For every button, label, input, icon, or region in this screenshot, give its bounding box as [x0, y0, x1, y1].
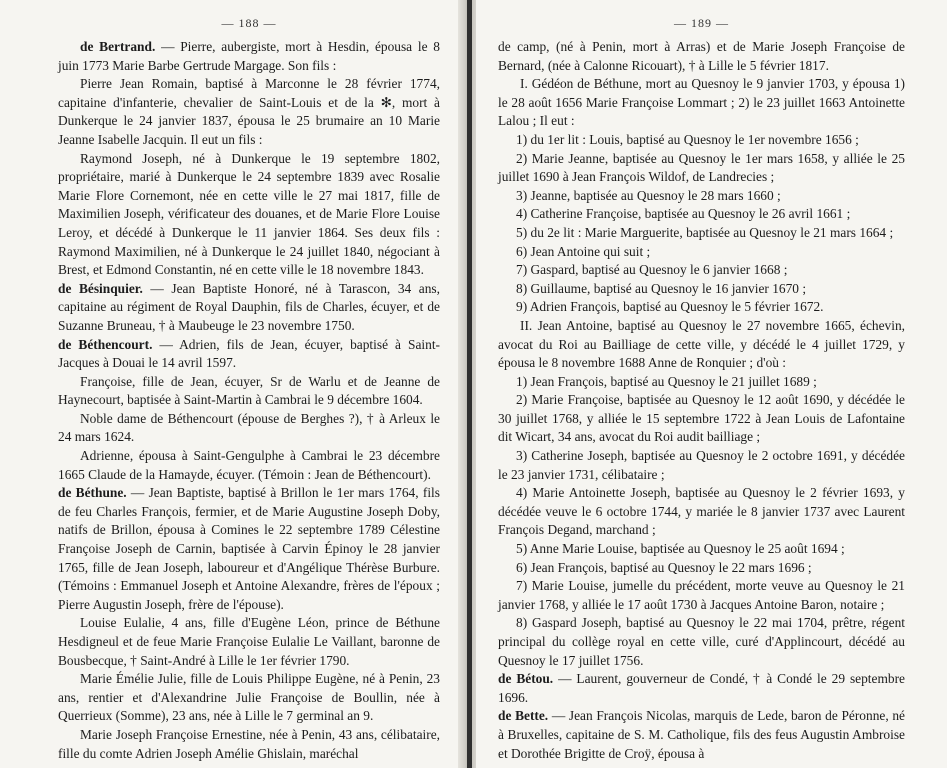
- paragraph-text: — Jean Baptiste, baptisé à Brillon le 1er mars 1764, fils de feu Charles François, fermier, et de Marie Augustine Joseph Doby, natifs de Brillon, épousa à Comines le 22 septembre 1789 Célestine Françoise Joseph de Carnin, baptisée à Carvin Épinoy le 28 janvier 1765, fille de Jean Joseph, laboureur et d'Angélique Thérèse Burbure. (Témoins : Emmanuel Joseph et Antoine Alexandre, frères de l'époux ; Pierre Augustin Joseph, frère de l'épouse).: [58, 485, 440, 612]
- entry-name: de Bertrand.: [80, 39, 156, 54]
- paragraph-text: — Laurent, gouverneur de Condé, † à Condé le 29 septembre 1696.: [498, 671, 905, 705]
- paragraph: [58, 336, 440, 373]
- paragraph-text: 1) du 1er lit : Louis, baptisé au Quesnoy le 1er novembre 1656 ;: [516, 131, 859, 147]
- paragraph-text: 8) Guillaume, baptisé au Quesnoy le 16 janvier 1670 ;: [516, 280, 807, 296]
- paragraph-text: 3) Jeanne, baptisée au Quesnoy le 28 mars 1660 ;: [516, 187, 781, 203]
- paragraph-text: Françoise, fille de Jean, écuyer, Sr de Warlu et de Jeanne de Haynecourt, baptisée à Saint-Martin à Cambrai le 9 décembre 1604.: [58, 373, 440, 408]
- right-page: [458, 0, 947, 768]
- paragraph-text: 4) Catherine Françoise, baptisée au Quesnoy le 26 avril 1661 ;: [516, 206, 851, 222]
- paragraph: [58, 150, 440, 280]
- list-item: [498, 187, 905, 206]
- paragraph-text: — Pierre, aubergiste, mort à Hesdin, épousa le 8 juin 1773 Marie Barbe Gertrude Margage. Son fils :: [58, 39, 440, 73]
- paragraph-text: 5) du 2e lit : Marie Marguerite, baptisée au Quesnoy le 21 mars 1664 ;: [516, 224, 894, 240]
- right-page-text: [498, 38, 905, 763]
- paragraph-text: 7) Marie Louise, jumelle du précédent, morte veuve au Quesnoy le 21 janvier 1768, y alliée le 17 août 1730 à Jacques Antoine Baron, notaire ;: [498, 578, 905, 612]
- paragraph: [58, 614, 440, 670]
- paragraph: [58, 410, 440, 447]
- paragraph: [58, 38, 440, 75]
- list-item: [498, 559, 905, 578]
- paragraph-text: Pierre Jean Romain, baptisé à Marconne le 28 février 1774, capitaine d'infanterie, chevalier de Saint-Louis et de la ✻, mort à Dunkerque le 24 janvier 1837, épousa le 25 brumaire an 10 Marie Jeanne Isabelle Jacquin. Il eut un fils :: [58, 76, 440, 147]
- left-page-text: [58, 38, 440, 763]
- entry-name: de Bétou.: [498, 671, 554, 687]
- paragraph-text: II. Jean Antoine, baptisé au Quesnoy le 27 novembre 1665, échevin, avocat du Roi au Bailliage de cette ville, y décédé le 4 juillet 1729, y épousa le 8 novembre 1688 Anne de Ronquier ; d'où :: [498, 317, 905, 371]
- entry-name: de Béthencourt.: [58, 336, 153, 352]
- list-item: [498, 391, 905, 447]
- paragraph-text: Louise Eulalie, 4 ans, fille d'Eugène Léon, prince de Béthune Hesdigneul et de feue Marie Françoise Eulalie Le Vaillant, baronne de Bousbecque, † Saint-André à Lille le 1er février 1790.: [58, 615, 440, 668]
- paragraph-text: 2) Marie Françoise, baptisée au Quesnoy le 12 août 1690, y décédée le 30 juillet 1768, y alliée le 15 septembre 1722 à Jean Louis de Lafontaine dit Wicart, 34 ans, avocat du Roi audit bailliage ;: [498, 392, 905, 445]
- list-item: [498, 577, 905, 614]
- left-page: [0, 0, 458, 768]
- list-item: [498, 447, 905, 484]
- list-item: [498, 280, 905, 299]
- list-item: [498, 484, 905, 540]
- list-item: [498, 243, 905, 262]
- paragraph-text: — Adrien, fils de Jean, écuyer, baptisé à Saint-Jacques à Douai le 14 avril 1597.: [58, 336, 440, 371]
- list-item: [498, 373, 905, 392]
- paragraph-text: — Jean Baptiste Honoré, né à Tarascon, 34 ans, capitaine au régiment de Royal Dauphin, fils de Charles, écuyer, et de Suzanne Bruneau, † à Maubeuge le 23 novembre 1750.: [58, 280, 440, 333]
- paragraph: [498, 317, 905, 373]
- paragraph: [58, 280, 440, 336]
- paragraph-text: 6) Jean Antoine qui suit ;: [516, 243, 651, 259]
- paragraph-text: 1) Jean François, baptisé au Quesnoy le 21 juillet 1689 ;: [516, 373, 817, 389]
- list-item: [498, 224, 905, 243]
- gutter-shadow: [467, 0, 472, 768]
- paragraph: [498, 75, 905, 131]
- page-number: — 188 —: [221, 16, 277, 30]
- paragraph: [58, 75, 440, 149]
- paragraph-text: Marie Joseph Françoise Ernestine, née à Penin, 43 ans, célibataire, fille du comte Adrien Joseph Amélie Ghislain, maréchal: [58, 726, 440, 761]
- entry-name: de Bette.: [498, 708, 549, 724]
- list-item: [498, 614, 905, 670]
- paragraph-text: Noble dame de Béthencourt (épouse de Berghes ?), † à Arleux le 24 mars 1624.: [58, 410, 440, 445]
- list-item: [498, 261, 905, 280]
- paragraph-text: Raymond Joseph, né à Dunkerque le 19 septembre 1802, propriétaire, marié à Dunkerque le 24 septembre 1839 avec Rosalie Marie Flore Cornemont, née en cette ville le 27 mai 1817, fille de Maximilien Joseph, vérificateur des douanes, et de Marie Flore Louise Leroy, et décédé à Dunkerque le 11 janvier 1864. Ses deux fils : Raymond Maximilien, né à Dunkerque le 24 juillet 1840, négociant à Brest, et Edmond Constantin, né en cette ville le 18 novembre 1843.: [58, 150, 440, 278]
- paragraph-text: 7) Gaspard, baptisé au Quesnoy le 6 janvier 1668 ;: [516, 262, 788, 278]
- paragraph: [58, 484, 440, 614]
- paragraph-text: 5) Anne Marie Louise, baptisée au Quesnoy le 25 août 1694 ;: [516, 541, 845, 557]
- paragraph-text: 3) Catherine Joseph, baptisée au Quesnoy le 2 octobre 1691, y décédée le 23 janvier 1731, célibataire ;: [498, 448, 905, 482]
- paragraph: [58, 670, 440, 726]
- paragraph-text: Marie Émélie Julie, fille de Louis Philippe Eugène, né à Penin, 23 ans, rentier et d'Alexandrine Julie Françoise de Boullin, née à Querrieux (Somme), 23 ans, née à Lille le 7 germinal an 9.: [58, 671, 440, 724]
- paragraph: [498, 670, 905, 707]
- paragraph: [498, 38, 905, 75]
- paragraph: [498, 707, 905, 763]
- list-item: [498, 205, 905, 224]
- paragraph-text: 4) Marie Antoinette Joseph, baptisée au Quesnoy le 2 février 1693, y décédée veuve le 6 octobre 1744, y mariée le 8 janvier 1737 avec Laurent François Degand, marchand ;: [498, 485, 905, 538]
- paragraph-text: 9) Adrien François, baptisé au Quesnoy le 5 février 1672.: [516, 299, 824, 315]
- paragraph-text: 6) Jean François, baptisé au Quesnoy le 22 mars 1696 ;: [516, 559, 812, 575]
- list-item: [498, 540, 905, 559]
- paragraph-text: Adrienne, épousa à Saint-Gengulphe à Cambrai le 23 décembre 1665 Claude de la Hamayde, écuyer. (Témoin : Jean de Béthencourt).: [58, 448, 440, 482]
- paragraph: [58, 447, 440, 484]
- paragraph-text: 2) Marie Jeanne, baptisée au Quesnoy le 1er mars 1658, y alliée le 25 juillet 1690 à Jean François Wildof, de Landrecies ;: [498, 150, 905, 185]
- page-number: — 189 —: [674, 16, 729, 30]
- paragraph-text: 8) Gaspard Joseph, baptisé au Quesnoy le 22 mai 1704, prêtre, régent principal du collège royal en cette ville, curé d'Applincourt, décédé au Quesnoy le 17 juillet 1756.: [498, 615, 905, 668]
- paragraph-text: de camp, (né à Penin, mort à Arras) et de Marie Joseph Françoise de Bernard, (née à Calonne Ricouart), † à Lille le 5 février 1817.: [498, 39, 905, 73]
- paragraph: [58, 726, 440, 763]
- list-item: [498, 150, 905, 187]
- list-item: [498, 131, 905, 150]
- paragraph: [58, 373, 440, 410]
- entry-name: de Béthune.: [58, 485, 127, 501]
- entry-name: de Bésinquier.: [58, 280, 143, 296]
- paragraph-text: — Jean François Nicolas, marquis de Lede, baron de Péronne, né à Bruxelles, capitaine de S. M. Catholique, fils des feus Augustin Ambroise et Dorothée Brigitte de Croÿ, épousa à: [498, 708, 905, 761]
- paragraph-text: I. Gédéon de Béthune, mort au Quesnoy le 9 janvier 1703, y épousa 1) le 28 août 1656 Marie Françoise Lommart ; 2) le 23 juillet 1663 Antoinette Lalou ; Il eut :: [498, 76, 905, 129]
- list-item: [498, 298, 905, 317]
